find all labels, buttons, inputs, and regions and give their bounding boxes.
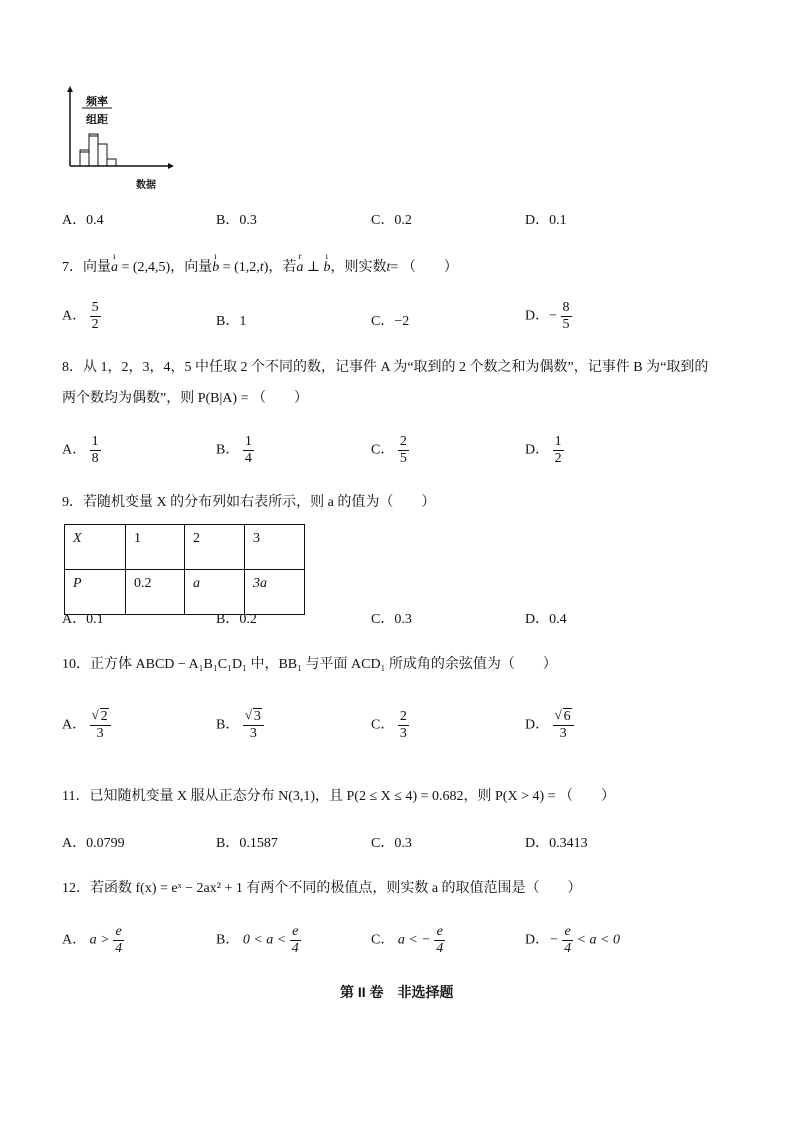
q12-option-c[interactable]: C． a < − $\frac{e}{4}$ — [371, 924, 444, 956]
q6-option-a[interactable]: A．0.4 — [62, 213, 104, 228]
table-cell: 3a — [245, 570, 305, 615]
q8-option-a[interactable]: A． $\frac{1}{8}$ — [62, 434, 99, 466]
question-7: 7．向量 ı a = (2,4,5)，向量 ı b = (1,2,t)，若 r a ⊥ ı b，则实数t= （ ） — [62, 251, 458, 275]
q7-option-d[interactable]: D．− $\frac{8}{5}$ — [525, 300, 570, 332]
vector-b: ı b — [212, 251, 220, 275]
table-cell: X — [65, 525, 126, 570]
q7-part2: = (1,2, — [222, 260, 260, 275]
q10-option-d[interactable]: D． √ 6 3 — [525, 709, 574, 742]
q12-option-a[interactable]: A． a > $\frac{e}{4}$ — [62, 924, 123, 956]
q7-part4: ，则实数 — [330, 260, 387, 275]
table-cell: 1 — [126, 525, 185, 570]
vector-a: ı a — [111, 251, 118, 275]
histogram-bar — [98, 144, 107, 166]
q8-line2: 两个数均为偶数”，则 P(B|A) = （ ） — [62, 391, 308, 406]
q11-option-d[interactable]: D．0.3413 — [525, 836, 588, 851]
table-row — [65, 525, 305, 570]
histogram-xlabel: 数据 — [136, 180, 156, 191]
q7-prefix: 7．向量 — [62, 260, 111, 275]
q10-option-b[interactable]: B． √ 3 3 — [216, 709, 264, 742]
table-cell: 0.2 — [126, 570, 185, 615]
q8-option-c[interactable]: C． $\frac{2}{5}$ — [371, 434, 407, 466]
histogram-bar — [89, 136, 98, 166]
histogram-bar — [80, 152, 89, 166]
q11-option-c[interactable]: C．0.3 — [371, 836, 412, 851]
q7-part5: = （ ） — [390, 260, 458, 275]
q6-option-c[interactable]: C．0.2 — [371, 213, 412, 228]
q9-option-d[interactable]: D．0.4 — [525, 612, 567, 627]
table-cell: a — [185, 570, 245, 615]
q11-text: 11．已知随机变量 X 服从正态分布 N(3,1)，且 P(2 ≤ X ≤ 4) = 0.682，则 P(X > 4) = （ ） — [62, 789, 616, 804]
q10-option-c[interactable]: C． $\frac{2}{3}$ — [371, 709, 407, 741]
q7-option-c[interactable]: C．−2 — [371, 314, 410, 329]
histogram-bar — [89, 134, 98, 166]
q11-option-a[interactable]: A．0.0799 — [62, 836, 125, 851]
histogram-ylabel-top: 频率 — [86, 95, 108, 108]
q8-option-b[interactable]: B． $\frac{1}{4}$ — [216, 434, 252, 466]
q6-option-d[interactable]: D．0.1 — [525, 213, 567, 228]
q10-option-a[interactable]: A． √ 2 3 — [62, 709, 111, 742]
q10-text: 10．正方体 ABCD − A₁B₁C₁D₁ 中，BB₁ 与平面 ACD₁ 所成角的余弦值为（ ） — [62, 657, 557, 672]
q7-part3: )，若 — [263, 260, 297, 275]
q8-option-d[interactable]: D． $\frac{1}{2}$ — [525, 434, 562, 466]
q7-part1: = (2,4,5)，向量 — [121, 260, 213, 275]
table-cell: 3 — [245, 525, 305, 570]
q6-option-b[interactable]: B．0.3 — [216, 213, 257, 228]
q7-option-a[interactable]: A． $\frac{5}{2}$ — [62, 300, 99, 332]
q7-option-b[interactable]: B．1 — [216, 314, 247, 329]
q9-option-b[interactable]: B．0.2 — [216, 612, 257, 627]
q12-text: 12．若函数 f(x) = eˣ − 2ax² + 1 有两个不同的极值点，则实数 a 的取值范围是（ ） — [62, 881, 582, 896]
q12-option-b[interactable]: B． 0 < a < $\frac{e}{4}$ — [216, 924, 299, 956]
table-cell: P — [65, 570, 126, 615]
distribution-table — [64, 524, 305, 615]
q11-option-b[interactable]: B．0.1587 — [216, 836, 278, 851]
section-title: 第 II 卷 非选择题 — [340, 984, 454, 1000]
q9-option-c[interactable]: C．0.3 — [371, 612, 412, 627]
q12-option-d[interactable]: D．− $\frac{e}{4}$ < a < 0 — [525, 924, 620, 956]
table-cell: 2 — [185, 525, 245, 570]
q9-text: 9．若随机变量 X 的分布列如右表所示，则 a 的值为（ ） — [62, 495, 436, 510]
q9-option-a[interactable]: A．0.1 — [62, 612, 104, 627]
histogram-bar — [89, 136, 98, 166]
histogram-ylabel-bottom: 组距 — [86, 113, 108, 126]
q8-line1: 8．从 1，2，3，4，5 中任取 2 个不同的数，记事件 A 为“取到的 2 个数之和为偶数”，记事件 B 为“取到的 — [62, 360, 709, 375]
histogram-bar — [107, 159, 116, 166]
histogram-figure — [60, 84, 180, 190]
